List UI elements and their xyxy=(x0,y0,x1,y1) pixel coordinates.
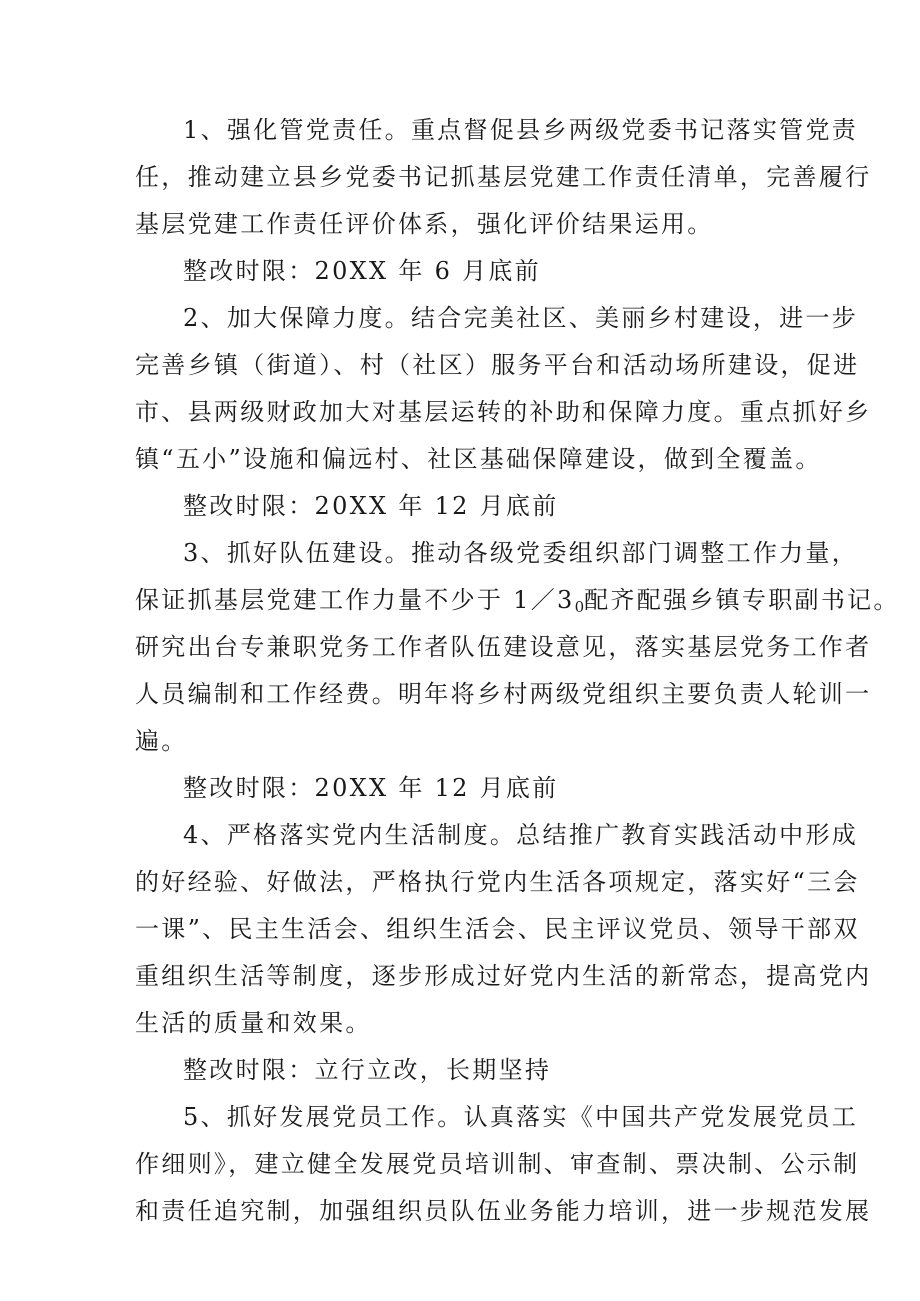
paragraph-3-line-2-text: 保证抓基层党建工作力量不少于 1／3 xyxy=(135,586,575,614)
paragraph-3-line-3: 研究出台专兼职党务工作者队伍建设意见，落实基层党务工作者 xyxy=(135,633,872,661)
paragraph-2-line-2: 完善乡镇（街道）、村（社区）服务平台和活动场所建设，促进 xyxy=(135,351,860,379)
paragraph-4-line-3: 一课”、民主生活会、组织生活会、民主评议党员、领导干部双 xyxy=(135,915,860,943)
paragraph-1-line-1: 1、强化管党责任。重点督促县乡两级党委书记落实管党责 xyxy=(183,116,859,144)
paragraph-2-line-4: 镇“五小”设施和偏远村、社区基础保障建设，做到全覆盖。 xyxy=(135,445,822,473)
paragraph-5-line-2: 作细则》，建立健全发展党员培训制、审查制、票决制、公示制 xyxy=(135,1150,860,1178)
paragraph-5-line-1: 5、抓好发展党员工作。认真落实《中国共产党发展党员工 xyxy=(183,1103,859,1131)
deadline-2: 整改时限：20XX 年 12 月底前 xyxy=(183,492,559,520)
paragraph-3-line-1: 3、抓好队伍建设。推动各级党委组织部门调整工作力量， xyxy=(183,539,859,567)
deadline-1: 整改时限：20XX 年 6 月底前 xyxy=(183,257,541,285)
subscript-digit: 0 xyxy=(574,598,585,616)
paragraph-3-line-4: 人员编制和工作经费。明年将乡村两级党组织主要负责人轮训一 xyxy=(135,680,872,708)
deadline-3: 整改时限：20XX 年 12 月底前 xyxy=(183,774,559,802)
paragraph-4-line-4: 重组织生活等制度，逐步形成过好党内生活的新常态，提高党内 xyxy=(135,962,872,990)
paragraph-4-line-1: 4、严格落实党内生活制度。总结推广教育实践活动中形成 xyxy=(183,821,859,849)
paragraph-3-line-2 xyxy=(135,585,900,622)
deadline-4: 整改时限：立行立改，长期坚持 xyxy=(183,1056,552,1084)
paragraph-1-line-2: 任，推动建立县乡党委书记抓基层党建工作责任清单，完善履行 xyxy=(135,163,872,191)
paragraph-1-line-3: 基层党建工作责任评价体系，强化评价结果运用。 xyxy=(135,210,714,238)
paragraph-4-line-5: 生活的质量和效果。 xyxy=(135,1009,372,1037)
paragraph-2-line-3: 市、县两级财政加大对基层运转的补助和保障力度。重点抓好乡 xyxy=(135,398,872,426)
paragraph-3-line-2-tail: 配齐配强乡镇专职副书记。 xyxy=(584,586,900,614)
paragraph-4-line-2: 的好经验、好做法，严格执行党内生活各项规定，落实好“三会 xyxy=(135,868,860,896)
paragraph-3-line-5: 遍。 xyxy=(135,727,188,755)
paragraph-2-line-1: 2、加大保障力度。结合完美社区、美丽乡村建设，进一步 xyxy=(183,304,859,332)
paragraph-5-line-3: 和责任追究制，加强组织员队伍业务能力培训，进一步规范发展 xyxy=(135,1197,872,1225)
